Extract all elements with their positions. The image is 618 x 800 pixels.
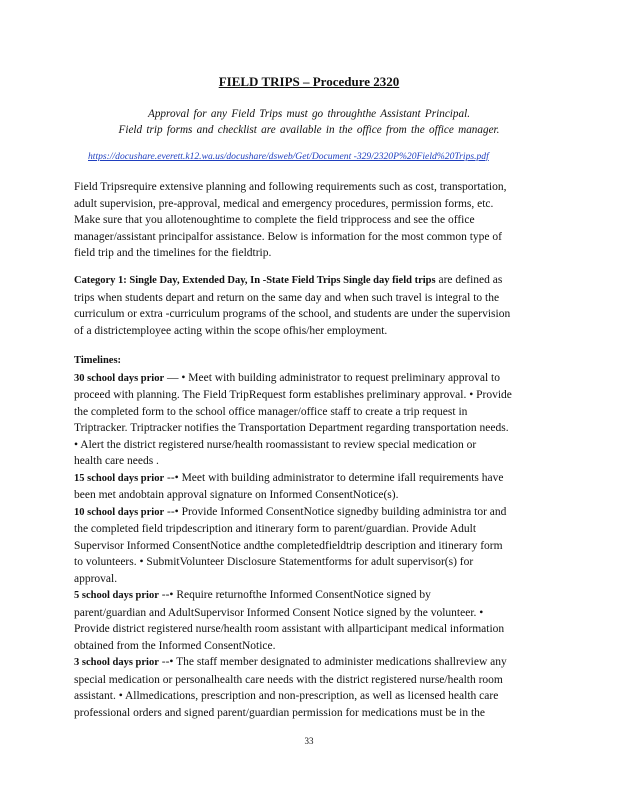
text-line: obtained from the Informed ConsentNotice. <box>74 639 276 652</box>
timeline-item <box>74 654 540 721</box>
text-line: been met andobtain approval signature on Informed ConsentNotice(s). <box>74 489 399 501</box>
text-line <box>74 470 540 488</box>
text-line: assistant. • Allmedications, prescription and non-prescription, as well as licensed health care <box>74 690 499 702</box>
approval-notice <box>0 106 618 138</box>
text-span: --• Meet with building administrator to determine ifall requirements have <box>164 471 504 484</box>
timeline-label: 15 school days prior <box>74 472 165 484</box>
text-span: — • Meet with building administrator to request preliminary approval to <box>164 371 500 384</box>
text-line: adult supervision, pre-approval, medical and emergency procedures, permission forms, etc. <box>74 197 494 210</box>
category-paragraph <box>74 272 540 339</box>
timeline-item <box>74 587 540 654</box>
text-line: Supervisor Informed ConsentNotice andthe completedfieldtrip description and itinerary form <box>74 539 503 552</box>
approval-line: Approval for any Field Trips must go throughthe Assistant Principal. <box>148 108 470 120</box>
text-line: Field Tripsrequire extensive planning and following requirements such as cost, transportation, <box>74 181 507 193</box>
text-line: special medication or personalhealth care needs with the district registered nurse/health room <box>74 673 503 686</box>
timeline-item <box>74 370 540 470</box>
text-line: the completed field tripdescription and itinerary form to parent/guardian. Provide Adult <box>74 523 477 535</box>
text-line <box>74 272 540 290</box>
category-heading: Category 1: Single Day, Extended Day, In -State Field Trips Single day field trips <box>74 275 436 286</box>
text-line <box>74 587 540 605</box>
text-line: of a districtemployee acting within the scope ofhis/her employment. <box>74 324 388 337</box>
text-line <box>74 504 540 522</box>
text-line: Make sure that you allotenoughtime to complete the field tripprocess and see the office <box>74 214 475 226</box>
text-line <box>74 370 540 388</box>
text-line <box>74 654 540 672</box>
text-line: the completed form to the school office manager/office staff to create a trip request in <box>74 405 468 418</box>
text-span: are defined as <box>435 274 503 286</box>
procedure-document-link[interactable]: https://docushare.everett.k12.wa.us/docushare/dsweb/Get/Document -329/2320P%20Field%20Trips.pdf <box>88 151 489 162</box>
text-line: health care needs . <box>74 455 159 467</box>
text-line: field trip and the timelines for the fieldtrip. <box>74 247 272 259</box>
timeline-label: 30 school days prior <box>74 372 165 384</box>
text-span: --• Provide Informed ConsentNotice signedby building administra tor and <box>164 505 507 518</box>
text-line: Provide district registered nurse/health room assistant with allparticipant medical information <box>74 623 505 635</box>
approval-line: Field trip forms and checklist are available in the office from the office manager. <box>118 124 500 136</box>
text-line: curriculum or extra -curriculum programs of the school, and students are under the supervision <box>74 308 511 320</box>
text-span: --• The staff member designated to administer medications shallreview any <box>158 656 507 668</box>
timeline-item <box>74 470 540 504</box>
timeline-label: 10 school days prior <box>74 506 165 518</box>
text-line: • Alert the district registered nurse/health roomassistant to review special medication or <box>74 438 477 451</box>
text-line: proceed with planning. The Field TripRequest form establishes preliminary approval. • Provide <box>74 389 512 401</box>
text-line: manager/assistant principalfor assistance. Below is information for the most common type of <box>74 230 502 243</box>
text-line: to volunteers. • SubmitVolunteer Disclosure Statementforms for adult supervisor(s) for <box>74 556 474 568</box>
page-title: FIELD TRIPS – Procedure 2320 <box>218 74 400 89</box>
timeline-label: 5 school days prior <box>74 590 159 601</box>
text-line: approval. <box>74 572 118 585</box>
text-line: professional orders and signed parent/guardian permission for medications must be in the <box>74 706 486 719</box>
timelines-heading: Timelines: <box>74 355 122 366</box>
text-line: parent/guardian and AdultSupervisor Informed Consent Notice signed by the volunteer. • <box>74 606 484 619</box>
text-line: Triptracker. Triptracker notifies the Transportation Department regarding transportation needs. <box>74 422 509 434</box>
timeline-label: 3 school days prior <box>74 657 159 668</box>
timelines-section <box>74 353 540 721</box>
text-span: --• Require returnofthe Informed ConsentNotice signed by <box>158 589 431 601</box>
page-number: 33 <box>304 736 314 746</box>
timeline-item <box>74 504 540 588</box>
intro-paragraph <box>74 179 540 262</box>
text-line: trips when students depart and return on the same day and when such travel is integral to the <box>74 291 500 304</box>
